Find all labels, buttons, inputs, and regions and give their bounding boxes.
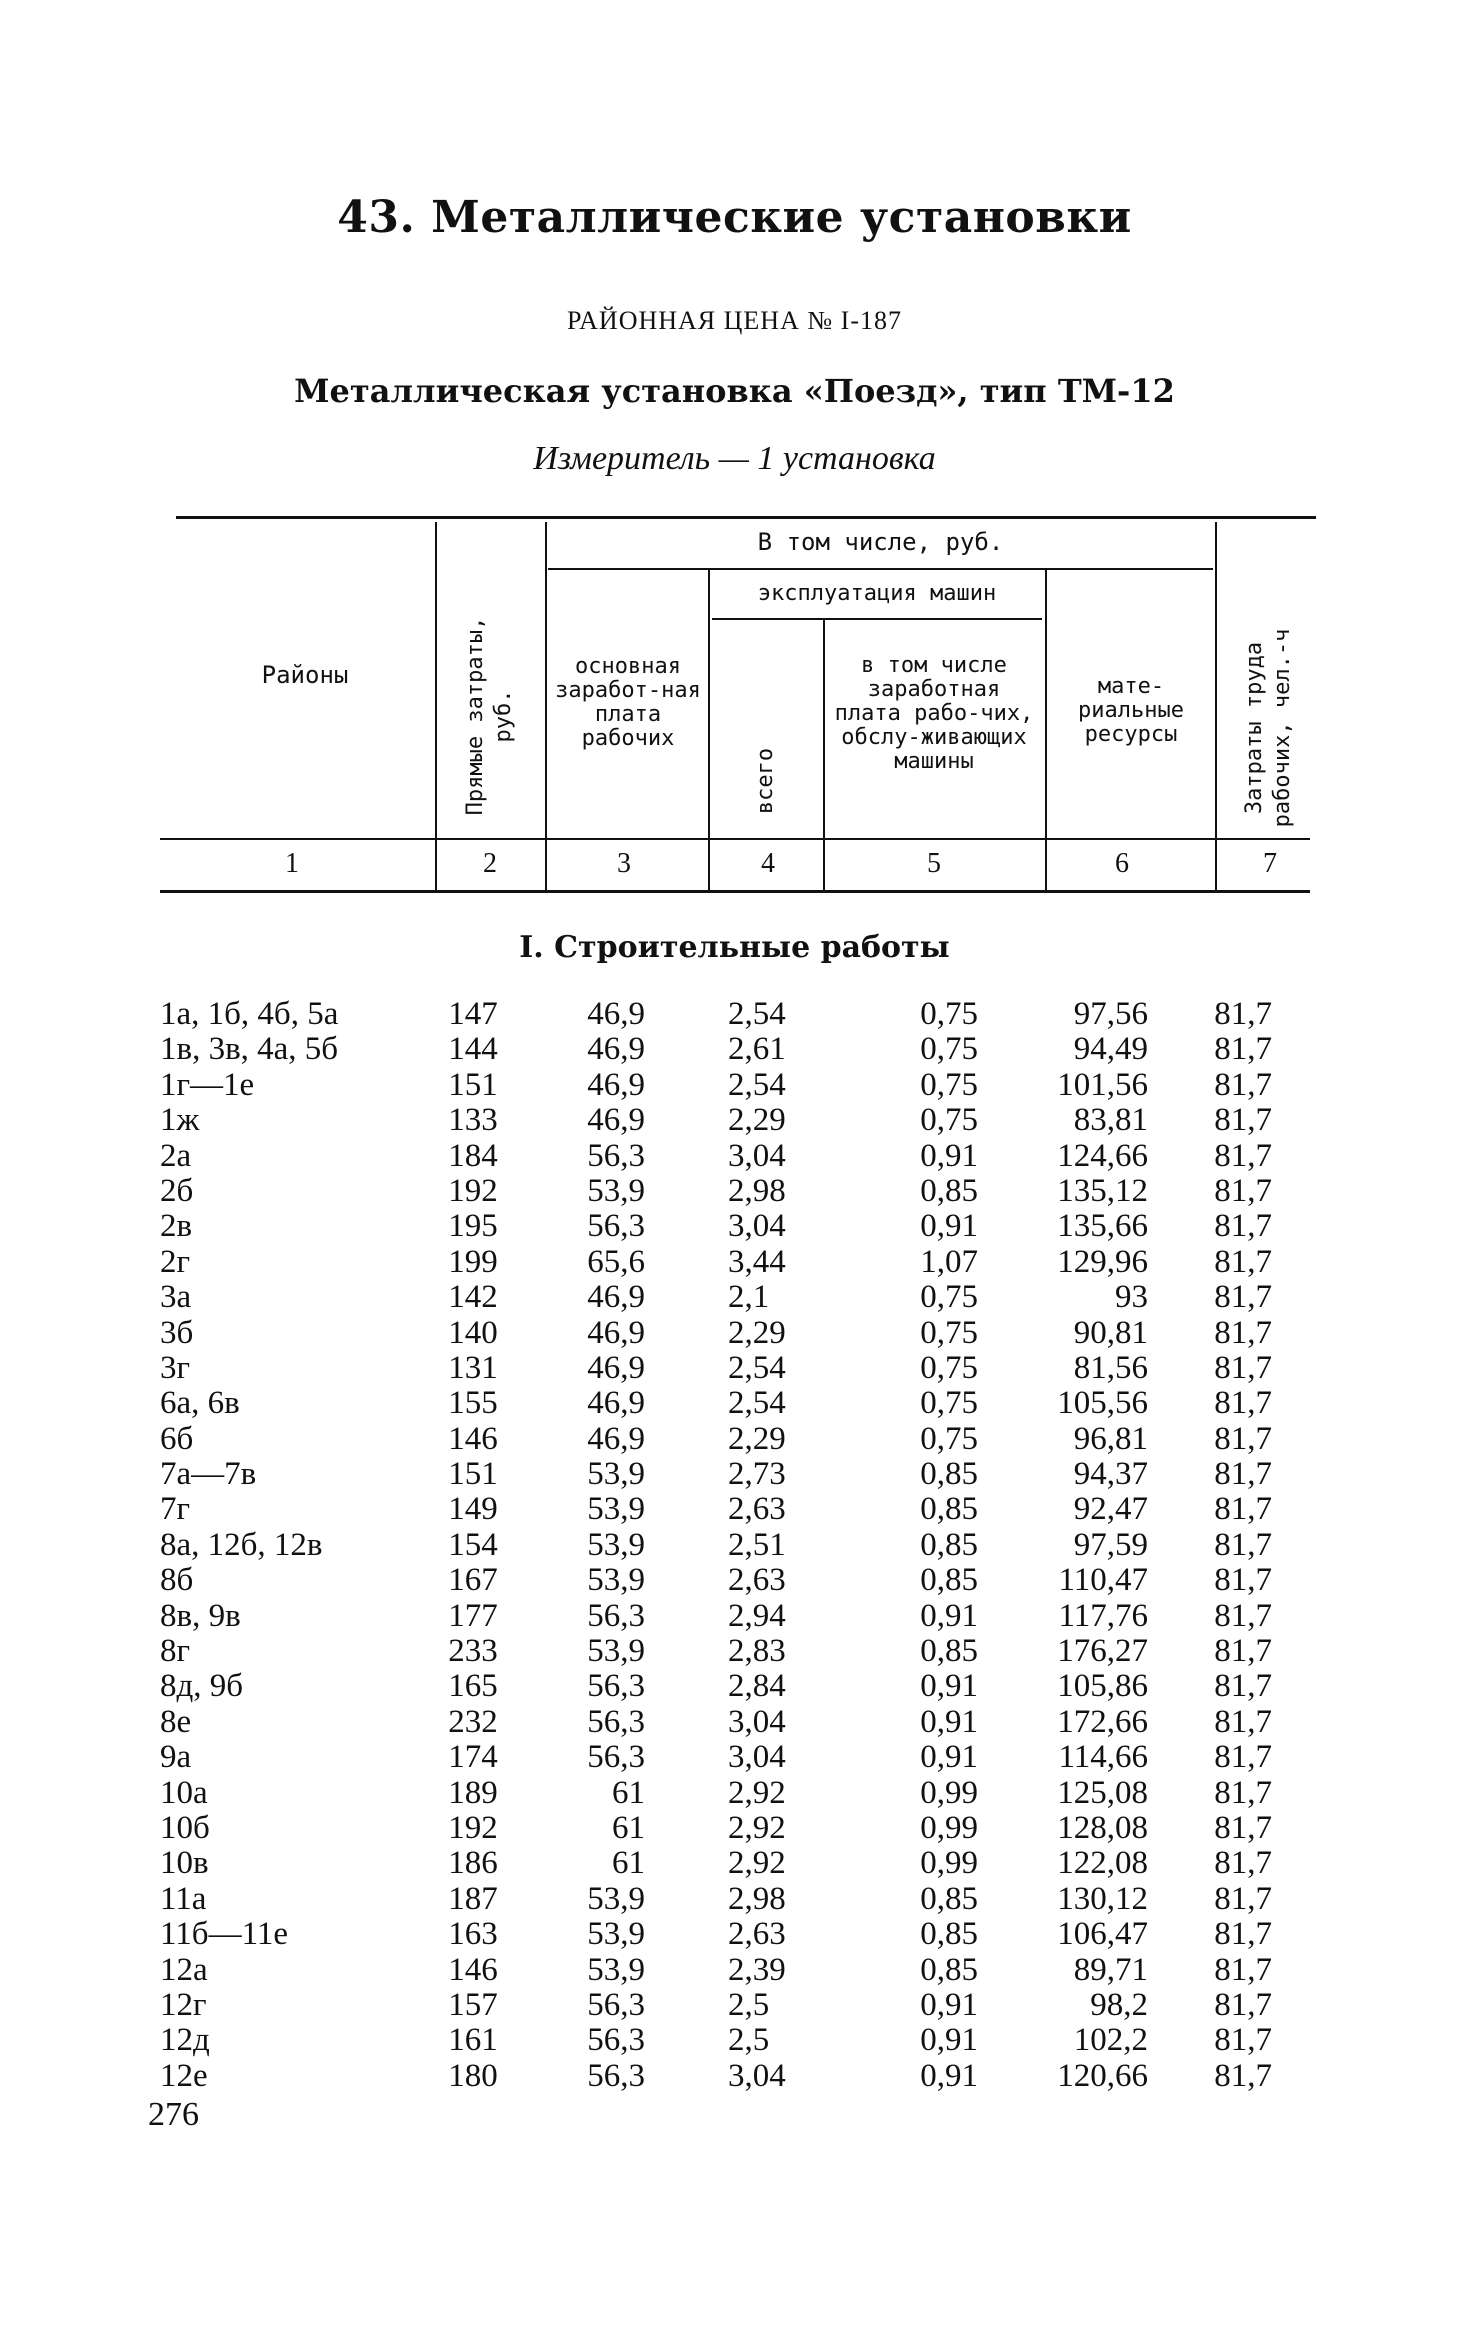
cell-base-wages: 46,9: [587, 1066, 645, 1103]
cell-region: 10б: [160, 1809, 210, 1846]
cell-region: 12а: [160, 1951, 208, 1988]
cell-direct-costs: 192: [448, 1809, 498, 1846]
cell-materials: 105,56: [1057, 1385, 1148, 1422]
cell-machine-wages: 0,85: [920, 1633, 978, 1670]
cell-labor: 81,7: [1214, 1774, 1272, 1811]
cell-direct-costs: 233: [448, 1633, 498, 1670]
cell-machine-wages: 0,75: [920, 1031, 978, 1068]
header-divider: [1045, 570, 1047, 890]
table-row: [0, 1491, 1469, 1526]
table-row: [0, 1527, 1469, 1562]
cell-labor: 81,7: [1214, 1456, 1272, 1493]
cell-machine-total: 2,84: [728, 1668, 786, 1705]
cell-machine-total: 2,29: [728, 1314, 786, 1351]
cell-machine-total: 2,61: [728, 1031, 786, 1068]
header-materials: мате-риальные ресурсы: [1078, 674, 1184, 747]
cell-machine-wages: 0,91: [920, 1597, 978, 1634]
table-row: [0, 1279, 1469, 1314]
cell-materials: 98,2: [1090, 1986, 1148, 2023]
cell-machine-total: 3,04: [728, 1703, 786, 1740]
cell-base-wages: 61: [612, 1845, 645, 1882]
table-row: [0, 1952, 1469, 1987]
table-row: [0, 1633, 1469, 1668]
cell-region: 2б: [160, 1172, 194, 1209]
table-row: [0, 2022, 1469, 2057]
cell-materials: 106,47: [1057, 1916, 1148, 1953]
cell-direct-costs: 187: [448, 1880, 498, 1917]
cell-machine-wages: 0,99: [920, 1845, 978, 1882]
table-row: [0, 1916, 1469, 1951]
cell-machine-total: 2,92: [728, 1774, 786, 1811]
cell-base-wages: 46,9: [587, 1385, 645, 1422]
cell-machine-total: 2,63: [728, 1491, 786, 1528]
cell-machine-wages: 0,91: [920, 2022, 978, 2059]
page-title: 43. Металлические установки: [337, 192, 1132, 243]
cell-machine-wages: 0,75: [920, 1279, 978, 1316]
cell-machine-total: 3,04: [728, 1739, 786, 1776]
cell-materials: 120,66: [1057, 2057, 1148, 2094]
cell-region: 2г: [160, 1243, 191, 1280]
cell-machine-total: 2,39: [728, 1951, 786, 1988]
cell-materials: 110,47: [1058, 1562, 1148, 1599]
cell-machine-wages: 0,91: [920, 1137, 978, 1174]
cell-base-wages: 46,9: [587, 1031, 645, 1068]
cell-labor: 81,7: [1214, 1845, 1272, 1882]
header-labor: Затраты труда рабочих, чел.-ч: [1242, 628, 1295, 828]
cell-base-wages: 46,9: [587, 1420, 645, 1457]
cell-region: 12е: [160, 2057, 208, 2094]
cell-region: 7г: [160, 1491, 191, 1528]
cell-labor: 81,7: [1214, 1420, 1272, 1457]
cell-region: 12д: [160, 2022, 210, 2059]
table-row: [0, 1562, 1469, 1597]
cell-machine-total: 2,98: [728, 1880, 786, 1917]
cell-labor: 81,7: [1214, 996, 1272, 1032]
table-row: [0, 1315, 1469, 1350]
cell-machine-total: 2,73: [728, 1456, 786, 1493]
cell-machine-total: 2,54: [728, 1385, 786, 1422]
cell-materials: 176,27: [1057, 1633, 1148, 1670]
price-number: РАЙОННАЯ ЦЕНА № I-187: [567, 306, 902, 335]
cell-direct-costs: 186: [448, 1845, 498, 1882]
cell-machine-wages: 0,75: [920, 1385, 978, 1422]
table-row: [0, 1810, 1469, 1845]
cell-machine-total: 2,5: [728, 1986, 770, 2023]
header-divider: [1215, 522, 1217, 890]
table-row: [0, 1138, 1469, 1173]
cell-region: 7а—7в: [160, 1456, 257, 1493]
cell-direct-costs: 232: [448, 1703, 498, 1740]
cell-direct-costs: 146: [448, 1951, 498, 1988]
cell-labor: 81,7: [1214, 1314, 1272, 1351]
cell-labor: 81,7: [1214, 1668, 1272, 1705]
cell-machine-wages: 0,85: [920, 1172, 978, 1209]
cell-machine-wages: 0,75: [920, 1420, 978, 1457]
header-divider: [823, 620, 825, 890]
cell-machine-wages: 0,75: [920, 1102, 978, 1139]
cell-machine-total: 2,83: [728, 1633, 786, 1670]
header-rule: [548, 568, 1213, 570]
cell-base-wages: 56,3: [587, 2022, 645, 2059]
cell-labor: 81,7: [1214, 1279, 1272, 1316]
cell-materials: 124,66: [1057, 1137, 1148, 1174]
cell-materials: 102,2: [1073, 2022, 1148, 2059]
cell-labor: 81,7: [1214, 1208, 1272, 1245]
cell-base-wages: 53,9: [587, 1526, 645, 1563]
cell-region: 1а, 1б, 4б, 5а: [160, 996, 339, 1032]
header-bottom-rule: [160, 890, 1310, 893]
cell-region: 12г: [160, 1986, 207, 2023]
cell-base-wages: 46,9: [587, 1279, 645, 1316]
cell-machine-wages: 0,75: [920, 1349, 978, 1386]
cell-base-wages: 65,6: [587, 1243, 645, 1280]
section-title: I. Строительные работы: [519, 930, 950, 965]
cell-materials: 114,66: [1058, 1739, 1148, 1776]
cell-machine-wages: 0,91: [920, 2057, 978, 2094]
table-row: [0, 1456, 1469, 1491]
cell-direct-costs: 131: [448, 1349, 498, 1386]
cell-machine-total: 3,44: [728, 1243, 786, 1280]
cell-region: 6а, 6в: [160, 1385, 240, 1422]
cell-base-wages: 56,3: [587, 1597, 645, 1634]
cell-labor: 81,7: [1214, 1172, 1272, 1209]
cell-materials: 129,96: [1057, 1243, 1148, 1280]
cell-materials: 125,08: [1057, 1774, 1148, 1811]
table-row: [0, 1102, 1469, 1137]
cell-region: 1г—1е: [160, 1066, 255, 1103]
cell-machine-wages: 1,07: [920, 1243, 978, 1280]
table-row: [0, 1421, 1469, 1456]
cell-materials: 117,76: [1058, 1597, 1148, 1634]
cell-base-wages: 56,3: [587, 1208, 645, 1245]
header-including: В том числе, руб.: [757, 528, 1004, 556]
cell-base-wages: 53,9: [587, 1916, 645, 1953]
cell-region: 8в, 9в: [160, 1597, 241, 1634]
table-row: [0, 1739, 1469, 1774]
cell-machine-wages: 0,75: [920, 996, 978, 1032]
cell-direct-costs: 151: [448, 1456, 498, 1493]
cell-direct-costs: 174: [448, 1739, 498, 1776]
cell-direct-costs: 199: [448, 1243, 498, 1280]
cell-base-wages: 61: [612, 1809, 645, 1846]
cell-base-wages: 46,9: [587, 996, 645, 1032]
cell-machine-total: 3,04: [728, 1208, 786, 1245]
cell-materials: 81,56: [1073, 1349, 1148, 1386]
cell-machine-total: 2,92: [728, 1845, 786, 1882]
cell-region: 3г: [160, 1349, 191, 1386]
cell-base-wages: 56,3: [587, 1668, 645, 1705]
cell-machine-wages: 0,85: [920, 1562, 978, 1599]
table-row: [0, 1385, 1469, 1420]
cell-direct-costs: 161: [448, 2022, 498, 2059]
cell-direct-costs: 180: [448, 2057, 498, 2094]
cell-region: 2а: [160, 1137, 192, 1174]
cell-materials: 135,66: [1057, 1208, 1148, 1245]
cell-labor: 81,7: [1214, 1951, 1272, 1988]
cell-materials: 128,08: [1057, 1809, 1148, 1846]
cell-machine-total: 2,29: [728, 1420, 786, 1457]
column-number: 6: [1115, 848, 1129, 879]
cell-machine-wages: 0,91: [920, 1208, 978, 1245]
header-divider: [435, 522, 437, 890]
cell-direct-costs: 184: [448, 1137, 498, 1174]
cell-region: 3а: [160, 1279, 192, 1316]
cell-machine-wages: 0,75: [920, 1314, 978, 1351]
cell-region: 1в, 3в, 4а, 5б: [160, 1031, 339, 1068]
cell-labor: 81,7: [1214, 1137, 1272, 1174]
cell-machine-wages: 0,85: [920, 1456, 978, 1493]
cell-materials: 89,71: [1073, 1951, 1148, 1988]
cell-labor: 81,7: [1214, 1880, 1272, 1917]
table-row: [0, 1845, 1469, 1880]
column-number: 2: [483, 848, 497, 879]
column-number: 3: [617, 848, 631, 879]
header-rule: [160, 838, 1310, 840]
cell-machine-total: 2,54: [728, 996, 786, 1032]
cell-machine-wages: 0,99: [920, 1774, 978, 1811]
cell-machine-total: 2,5: [728, 2022, 770, 2059]
table-row: [0, 1668, 1469, 1703]
cell-machine-wages: 0,75: [920, 1066, 978, 1103]
cell-base-wages: 46,9: [587, 1314, 645, 1351]
table-row: [0, 1173, 1469, 1208]
cell-region: 8д, 9б: [160, 1668, 244, 1705]
cell-direct-costs: 167: [448, 1562, 498, 1599]
cell-base-wages: 53,9: [587, 1491, 645, 1528]
cell-machine-total: 3,04: [728, 1137, 786, 1174]
cell-machine-wages: 0,91: [920, 1986, 978, 2023]
page-number: 276: [148, 2096, 199, 2133]
cell-labor: 81,7: [1214, 1633, 1272, 1670]
table-body: [0, 996, 1469, 2093]
cell-labor: 81,7: [1214, 1526, 1272, 1563]
cell-labor: 81,7: [1214, 1243, 1272, 1280]
cell-labor: 81,7: [1214, 1703, 1272, 1740]
cell-machine-wages: 0,85: [920, 1951, 978, 1988]
table-row: [0, 1244, 1469, 1279]
table-row: [0, 2058, 1469, 2093]
cell-base-wages: 53,9: [587, 1562, 645, 1599]
cell-labor: 81,7: [1214, 1349, 1272, 1386]
cell-region: 1ж: [160, 1102, 200, 1139]
cell-machine-total: 2,51: [728, 1526, 786, 1563]
cell-direct-costs: 146: [448, 1420, 498, 1457]
cell-region: 8а, 12б, 12в: [160, 1526, 323, 1563]
cell-base-wages: 56,3: [587, 1986, 645, 2023]
column-number: 1: [285, 848, 299, 879]
cell-materials: 97,56: [1073, 996, 1148, 1032]
cell-region: 9а: [160, 1739, 192, 1776]
cell-materials: 94,49: [1073, 1031, 1148, 1068]
cell-base-wages: 56,3: [587, 2057, 645, 2094]
table-row: [0, 1987, 1469, 2022]
cell-labor: 81,7: [1214, 1986, 1272, 2023]
cell-region: 8б: [160, 1562, 194, 1599]
subtitle: Металлическая установка «Поезд», тип ТМ-12: [294, 372, 1175, 410]
cell-labor: 81,7: [1214, 1102, 1272, 1139]
cell-labor: 81,7: [1214, 2057, 1272, 2094]
cell-region: 2в: [160, 1208, 193, 1245]
header-base-wages: основная заработ-ная плата рабочих: [555, 654, 701, 751]
cell-machine-total: 2,63: [728, 1916, 786, 1953]
cell-base-wages: 53,9: [587, 1456, 645, 1493]
cell-direct-costs: 147: [448, 996, 498, 1032]
cell-machine-total: 2,1: [728, 1279, 770, 1316]
header-direct-costs: Прямые затраты, руб.: [463, 616, 516, 816]
table-row: [0, 1208, 1469, 1243]
cell-base-wages: 53,9: [587, 1951, 645, 1988]
table-top-rule: [176, 516, 1316, 519]
cell-materials: 83,81: [1073, 1102, 1148, 1139]
cell-direct-costs: 155: [448, 1385, 498, 1422]
cell-labor: 81,7: [1214, 1491, 1272, 1528]
cell-base-wages: 56,3: [587, 1703, 645, 1740]
cell-direct-costs: 189: [448, 1774, 498, 1811]
cell-labor: 81,7: [1214, 1031, 1272, 1068]
cell-materials: 90,81: [1073, 1314, 1148, 1351]
table-row: [0, 1031, 1469, 1066]
cell-direct-costs: 195: [448, 1208, 498, 1245]
cell-direct-costs: 163: [448, 1916, 498, 1953]
column-number: 4: [761, 848, 775, 879]
cell-base-wages: 56,3: [587, 1739, 645, 1776]
cell-direct-costs: 154: [448, 1526, 498, 1563]
cell-region: 8е: [160, 1703, 192, 1740]
cell-labor: 81,7: [1214, 1739, 1272, 1776]
table-row: [0, 1350, 1469, 1385]
cell-base-wages: 61: [612, 1774, 645, 1811]
cell-region: 10в: [160, 1845, 209, 1882]
cell-region: 10а: [160, 1774, 208, 1811]
cell-machine-wages: 0,85: [920, 1491, 978, 1528]
cell-region: 11а: [160, 1880, 207, 1917]
cell-labor: 81,7: [1214, 1562, 1272, 1599]
cell-machine-wages: 0,91: [920, 1739, 978, 1776]
cell-machine-wages: 0,91: [920, 1668, 978, 1705]
meter-unit: Измеритель — 1 установка: [533, 440, 936, 477]
header-machine-total: всего: [753, 747, 778, 815]
cell-direct-costs: 149: [448, 1491, 498, 1528]
cell-machine-total: 2,54: [728, 1349, 786, 1386]
cell-base-wages: 53,9: [587, 1880, 645, 1917]
cell-machine-wages: 0,85: [920, 1880, 978, 1917]
cell-machine-total: 2,94: [728, 1597, 786, 1634]
table-row: [0, 1881, 1469, 1916]
header-divider: [708, 570, 710, 890]
cell-direct-costs: 177: [448, 1597, 498, 1634]
cell-machine-wages: 0,85: [920, 1916, 978, 1953]
cell-direct-costs: 140: [448, 1314, 498, 1351]
cell-direct-costs: 165: [448, 1668, 498, 1705]
cell-direct-costs: 192: [448, 1172, 498, 1209]
cell-machine-wages: 0,85: [920, 1526, 978, 1563]
column-number: 7: [1263, 848, 1277, 879]
cell-machine-wages: 0,99: [920, 1809, 978, 1846]
cell-materials: 101,56: [1057, 1066, 1148, 1103]
cell-materials: 97,59: [1073, 1526, 1148, 1563]
cell-machine-wages: 0,91: [920, 1703, 978, 1740]
cell-labor: 81,7: [1214, 1916, 1272, 1953]
table-row: [0, 996, 1469, 1031]
column-number: 5: [927, 848, 941, 879]
cell-materials: 122,08: [1057, 1845, 1148, 1882]
cell-base-wages: 46,9: [587, 1102, 645, 1139]
cell-materials: 93: [1115, 1279, 1148, 1316]
cell-machine-total: 2,29: [728, 1102, 786, 1139]
cell-machine-total: 2,63: [728, 1562, 786, 1599]
cell-direct-costs: 157: [448, 1986, 498, 2023]
cell-machine-total: 2,98: [728, 1172, 786, 1209]
cell-direct-costs: 142: [448, 1279, 498, 1316]
cell-region: 8г: [160, 1633, 191, 1670]
header-regions: Районы: [261, 661, 349, 689]
cell-region: 11б—11е: [160, 1916, 288, 1953]
cell-labor: 81,7: [1214, 2022, 1272, 2059]
cell-materials: 105,86: [1057, 1668, 1148, 1705]
cell-labor: 81,7: [1214, 1597, 1272, 1634]
cell-labor: 81,7: [1214, 1809, 1272, 1846]
table-row: [0, 1704, 1469, 1739]
cell-base-wages: 53,9: [587, 1172, 645, 1209]
cell-direct-costs: 144: [448, 1031, 498, 1068]
cell-base-wages: 56,3: [587, 1137, 645, 1174]
header-rule: [712, 618, 1042, 620]
header-divider: [545, 522, 547, 890]
table-row: [0, 1067, 1469, 1102]
cell-machine-total: 2,54: [728, 1066, 786, 1103]
header-machine-wages: в том числе заработная плата рабо-чих, обслу-живающих машины: [834, 653, 1034, 774]
cell-labor: 81,7: [1214, 1385, 1272, 1422]
cell-base-wages: 46,9: [587, 1349, 645, 1386]
cell-materials: 96,81: [1073, 1420, 1148, 1457]
cell-region: 6б: [160, 1420, 194, 1457]
cell-materials: 94,37: [1073, 1456, 1148, 1493]
cell-direct-costs: 133: [448, 1102, 498, 1139]
cell-materials: 130,12: [1057, 1880, 1148, 1917]
header-machine-operation: эксплуатация машин: [757, 581, 997, 606]
cell-machine-total: 2,92: [728, 1809, 786, 1846]
table-row: [0, 1598, 1469, 1633]
cell-materials: 92,47: [1073, 1491, 1148, 1528]
cell-machine-total: 3,04: [728, 2057, 786, 2094]
cell-base-wages: 53,9: [587, 1633, 645, 1670]
cell-direct-costs: 151: [448, 1066, 498, 1103]
table-row: [0, 1775, 1469, 1810]
cell-region: 3б: [160, 1314, 194, 1351]
cell-labor: 81,7: [1214, 1066, 1272, 1103]
cell-materials: 135,12: [1057, 1172, 1148, 1209]
cell-materials: 172,66: [1057, 1703, 1148, 1740]
